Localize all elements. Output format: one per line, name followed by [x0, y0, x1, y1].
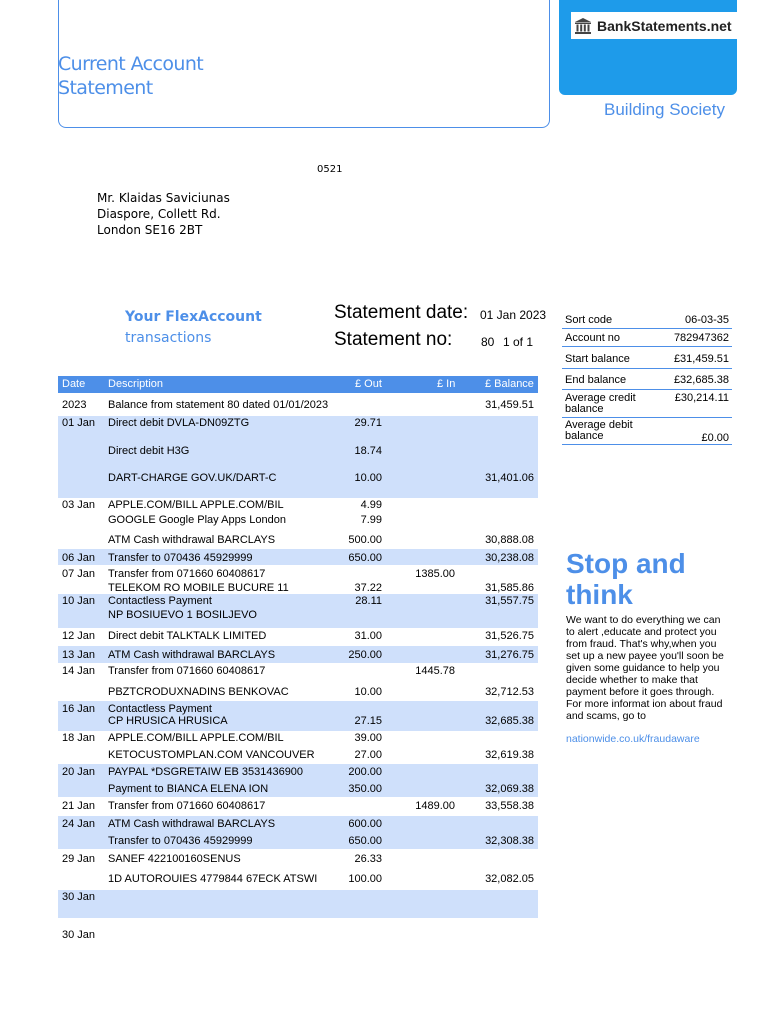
- row-balance: 30,888.08: [485, 534, 534, 546]
- address-line: Mr. Klaidas Saviciunas: [97, 191, 230, 205]
- row-description: DART-CHARGE GOV.UK/DART-C: [108, 472, 277, 484]
- document-title: [58, 52, 203, 100]
- row-band: [58, 890, 538, 918]
- row-balance: 31,401.06: [485, 472, 534, 484]
- row-date: 24 Jan: [62, 818, 96, 830]
- row-balance: 31,585.86: [485, 582, 534, 594]
- row-amount-out: 4.99: [360, 499, 382, 511]
- statement-no-label: Statement no:: [334, 329, 453, 350]
- row-description: Contactless Payment: [108, 595, 212, 607]
- summary-label: Average debit balance: [565, 419, 633, 442]
- row-date: 21 Jan: [62, 800, 96, 812]
- summary-row-start-balance: [562, 354, 732, 369]
- row-description: Contactless Payment: [108, 703, 212, 715]
- reference-code: 0521: [317, 164, 343, 175]
- row-amount-out: 27.15: [354, 715, 382, 727]
- summary-label: Account no: [565, 332, 621, 344]
- row-balance: 30,238.08: [485, 552, 534, 564]
- row-date: 30 Jan: [62, 891, 96, 903]
- row-amount-out: 39.00: [354, 732, 382, 744]
- fraud-warning-body: [566, 614, 732, 722]
- row-description: Transfer to 070436 45929999: [108, 835, 253, 847]
- row-date: 07 Jan: [62, 568, 96, 580]
- row-description: Direct debit DVLA-DN09ZTG: [108, 417, 250, 429]
- summary-row-average-credit: [562, 393, 732, 418]
- account-name: Your FlexAccount: [125, 309, 262, 325]
- row-date: 01 Jan: [62, 417, 96, 429]
- row-description: ATM Cash withdrawal BARCLAYS: [108, 818, 276, 830]
- row-amount-out: 100.00: [348, 873, 382, 885]
- row-date: 29 Jan: [62, 853, 96, 865]
- row-description: GOOGLE Google Play Apps London: [108, 514, 286, 526]
- row-date: 16 Jan: [62, 703, 96, 715]
- row-date: 2023: [62, 399, 87, 411]
- fraud-warning-title-line2: think: [566, 579, 633, 610]
- row-description: APPLE.COM/BILL APPLE.COM/BIL: [108, 732, 284, 744]
- row-date: 30 Jan: [62, 929, 96, 941]
- summary-label: Average credit balance: [565, 392, 636, 415]
- row-description: ATM Cash withdrawal BARCLAYS: [108, 534, 276, 546]
- row-balance: 32,712.53: [485, 686, 534, 698]
- row-balance: 32,069.38: [485, 783, 534, 795]
- row-description: Payment to BIANCA ELENA ION: [108, 783, 269, 795]
- row-description: SANEF 422100160SENUS: [108, 853, 241, 865]
- summary-row-sort-code: [562, 315, 732, 329]
- brand-subtitle: Building Society: [604, 100, 725, 119]
- row-description: Balance from statement 80 dated 01/01/2023: [108, 399, 329, 411]
- row-description: Transfer from 071660 60408617: [108, 568, 266, 580]
- row-date: 20 Jan: [62, 766, 96, 778]
- row-balance: 31,526.75: [485, 630, 534, 642]
- row-balance: 31,276.75: [485, 649, 534, 661]
- row-amount-out: 10.00: [354, 472, 382, 484]
- row-description: TELEKOM RO MOBILE BUCURE 11: [108, 582, 289, 594]
- row-date: 18 Jan: [62, 732, 96, 744]
- address-line: London SE16 2BT: [97, 223, 203, 237]
- row-amount-out: 10.00: [354, 686, 382, 698]
- logo-text: BankStatements.net: [597, 17, 732, 34]
- statement-date-label: Statement date:: [334, 302, 469, 323]
- row-amount-out: 200.00: [348, 766, 382, 778]
- row-amount-out: 18.74: [354, 445, 382, 457]
- row-amount-out: 26.33: [354, 853, 382, 865]
- row-description: KETOCUSTOMPLAN.COM VANCOUVER: [108, 749, 315, 761]
- fraud-warning-title-line1: Stop and: [566, 548, 686, 579]
- statement-page: 1 of 1: [503, 335, 534, 349]
- account-subtitle: transactions: [125, 330, 212, 346]
- column-header-out: £ Out: [355, 378, 382, 390]
- row-balance: 33,558.38: [485, 800, 534, 812]
- row-amount-out: 31.00: [354, 630, 382, 642]
- summary-label: Sort code: [565, 314, 613, 326]
- row-description: CP HRUSICA HRUSICA: [108, 715, 228, 727]
- row-balance: 32,619.38: [485, 749, 534, 761]
- column-header-date: Date: [62, 378, 86, 390]
- row-amount-out: 37.22: [354, 582, 382, 594]
- document-title-line2: Statement: [58, 77, 153, 99]
- row-description: PAYPAL *DSGRETAIW EB 3531436900: [108, 766, 304, 778]
- row-amount-in: 1445.78: [415, 665, 455, 677]
- row-amount-out: 500.00: [348, 534, 382, 546]
- summary-value: £30,214.11: [674, 392, 729, 404]
- column-header-in: £ In: [437, 378, 456, 390]
- row-date: 10 Jan: [62, 595, 96, 607]
- row-amount-out: 650.00: [348, 552, 382, 564]
- fraud-warning-text-more: For more informat ion about fraud and scams, go to: [566, 698, 723, 722]
- row-description: Transfer from 071660 60408617: [108, 665, 266, 677]
- row-amount-in: 1489.00: [415, 800, 455, 812]
- row-date: 06 Jan: [62, 552, 96, 564]
- statement-no-value: 80: [481, 335, 495, 349]
- summary-value: £32,685.38: [673, 374, 729, 386]
- summary-row-average-debit: [562, 420, 732, 445]
- row-balance: 32,685.38: [485, 715, 534, 727]
- column-header-balance: £ Balance: [485, 378, 534, 390]
- row-amount-out: 28.11: [355, 595, 382, 607]
- transactions-table-header: [58, 376, 538, 393]
- row-description: NP BOSIUEVO 1 BOSILJEVO: [108, 609, 257, 621]
- row-date: 13 Jan: [62, 649, 96, 661]
- summary-value: £31,459.51: [673, 353, 729, 365]
- row-description: APPLE.COM/BILL APPLE.COM/BIL: [108, 499, 284, 511]
- summary-row-end-balance: [562, 375, 732, 390]
- row-description: 1D AUTOROUIES 4779844 67ECK ATSWI: [108, 873, 318, 885]
- row-description: Transfer from 071660 60408617: [108, 800, 266, 812]
- row-description: PBZTCRODUXNADINS BENKOVAC: [108, 686, 289, 698]
- fraud-warning-title: [566, 548, 686, 610]
- column-header-description: Description: [108, 378, 164, 390]
- row-description: ATM Cash withdrawal BARCLAYS: [108, 649, 276, 661]
- bank-icon: [574, 17, 592, 35]
- summary-label: Start balance: [565, 353, 630, 365]
- logo: [571, 12, 738, 39]
- fraud-warning-text: We want to do everything we can to alert ,educate and protect you from fraud. That's why,when you set up a new payee you'll soon be given some guidance to help you decide whether to make that payment before it goes through.: [566, 614, 724, 698]
- row-balance: 31,557.75: [485, 595, 534, 607]
- row-amount-out: 29.71: [354, 417, 382, 429]
- row-amount-out: 7.99: [360, 514, 382, 526]
- row-date: 03 Jan: [62, 499, 96, 511]
- row-balance: 32,082.05: [485, 873, 534, 885]
- row-date: 12 Jan: [62, 630, 96, 642]
- customer-address: [97, 190, 230, 238]
- summary-row-account-no: [562, 333, 732, 347]
- statement-date-value: 01 Jan 2023: [480, 308, 547, 322]
- row-date: 14 Jan: [62, 665, 96, 677]
- row-amount-in: 1385.00: [415, 568, 455, 580]
- row-balance: 32,308.38: [485, 835, 534, 847]
- summary-value: 06-03-35: [684, 314, 729, 326]
- row-description: Direct debit H3G: [108, 445, 190, 457]
- row-amount-out: 650.00: [348, 835, 382, 847]
- row-description: Direct debit TALKTALK LIMITED: [108, 630, 267, 642]
- row-amount-out: 600.00: [348, 818, 382, 830]
- row-amount-out: 350.00: [348, 783, 382, 795]
- summary-value: £0.00: [701, 432, 729, 444]
- summary-label: End balance: [565, 374, 627, 386]
- row-description: Transfer to 070436 45929999: [108, 552, 253, 564]
- summary-value: 782947362: [673, 332, 729, 344]
- document-title-line1: Current Account: [58, 53, 204, 75]
- row-amount-out: 250.00: [348, 649, 382, 661]
- address-line: Diaspore, Collett Rd.: [97, 207, 221, 221]
- row-balance: 31,459.51: [485, 399, 534, 411]
- row-amount-out: 27.00: [354, 749, 382, 761]
- fraud-awareness-link[interactable]: nationwide.co.uk/fraudaware: [566, 733, 700, 745]
